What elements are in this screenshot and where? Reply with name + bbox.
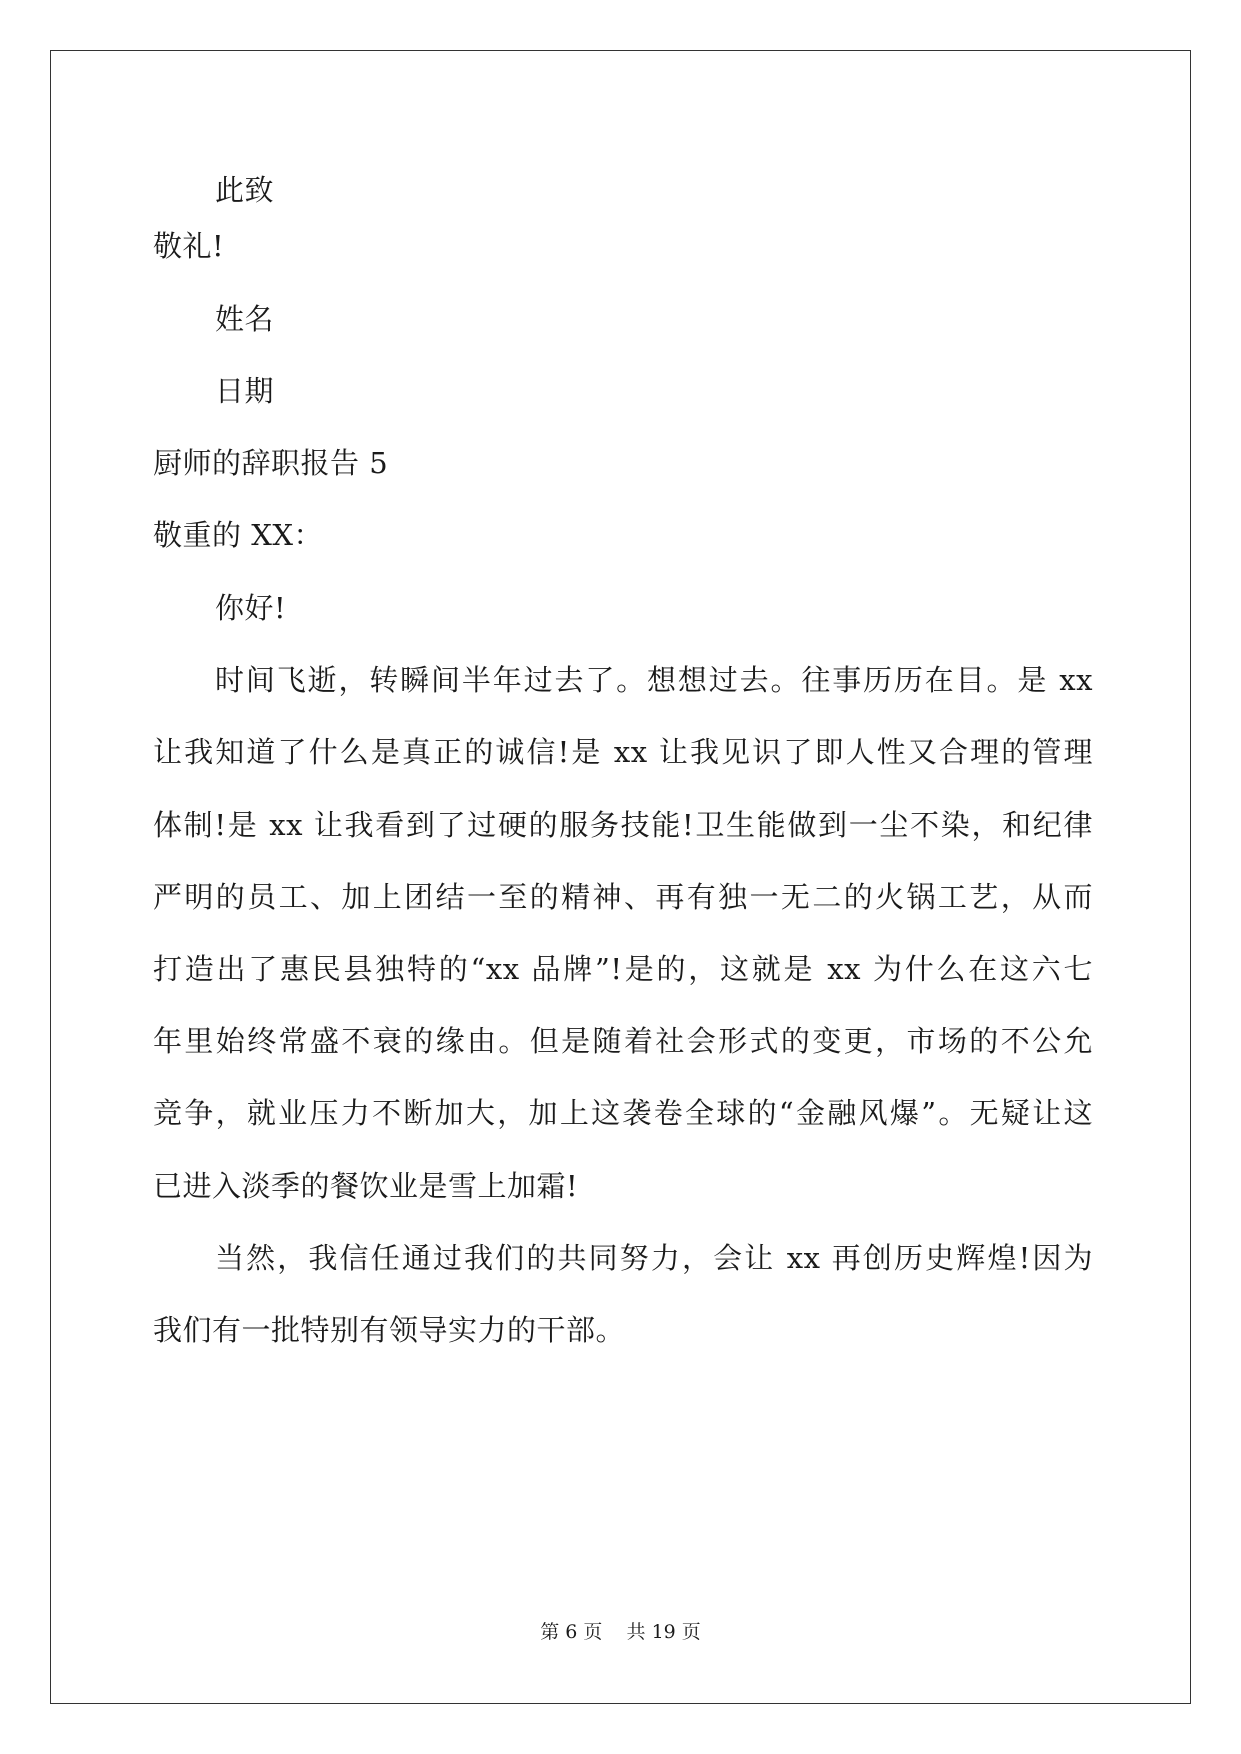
paragraph-line: 我们有一批特别有领导实力的干部。 — [153, 1313, 626, 1347]
paragraph-line: 当然，我信任通过我们的共同努力，会让 xx 再创历史辉煌!因为 — [215, 1241, 1093, 1275]
section-title: 厨师的辞职报告 5 — [153, 446, 389, 480]
paragraph-line: 打造出了惠民县独特的“xx 品牌”!是的，这就是 xx 为什么在这六七 — [153, 952, 1093, 986]
paragraph-line: 年里始终常盛不衰的缘由。但是随着社会形式的变更，市场的不公允 — [153, 1024, 1093, 1058]
salute-line: 敬礼! — [153, 229, 225, 263]
paragraph-line: 让我知道了什么是真正的诚信!是 xx 让我见识了即人性又合理的管理 — [153, 735, 1093, 769]
signature-name: 姓名 — [215, 302, 275, 336]
hello-line: 你好! — [215, 591, 287, 625]
paragraph-line: 已进入淡季的餐饮业是雪上加霜! — [153, 1169, 579, 1203]
page-number-footer: 第 6 页 共 19 页 — [540, 1621, 701, 1643]
paragraph-line: 体制!是 xx 让我看到了过硬的服务技能!卫生能做到一尘不染，和纪律 — [153, 808, 1093, 842]
closing-line: 此致 — [215, 173, 275, 207]
greeting-line: 敬重的 XX： — [153, 518, 324, 552]
paragraph-line: 竞争，就业压力不断加大，加上这袭卷全球的“金融风爆”。无疑让这 — [153, 1096, 1093, 1130]
signature-date: 日期 — [215, 374, 275, 408]
paragraph-line: 严明的员工、加上团结一至的精神、再有独一无二的火锅工艺，从而 — [153, 880, 1093, 914]
paragraph-line: 时间飞逝，转瞬间半年过去了。想想过去。往事历历在目。是 xx — [215, 663, 1093, 697]
